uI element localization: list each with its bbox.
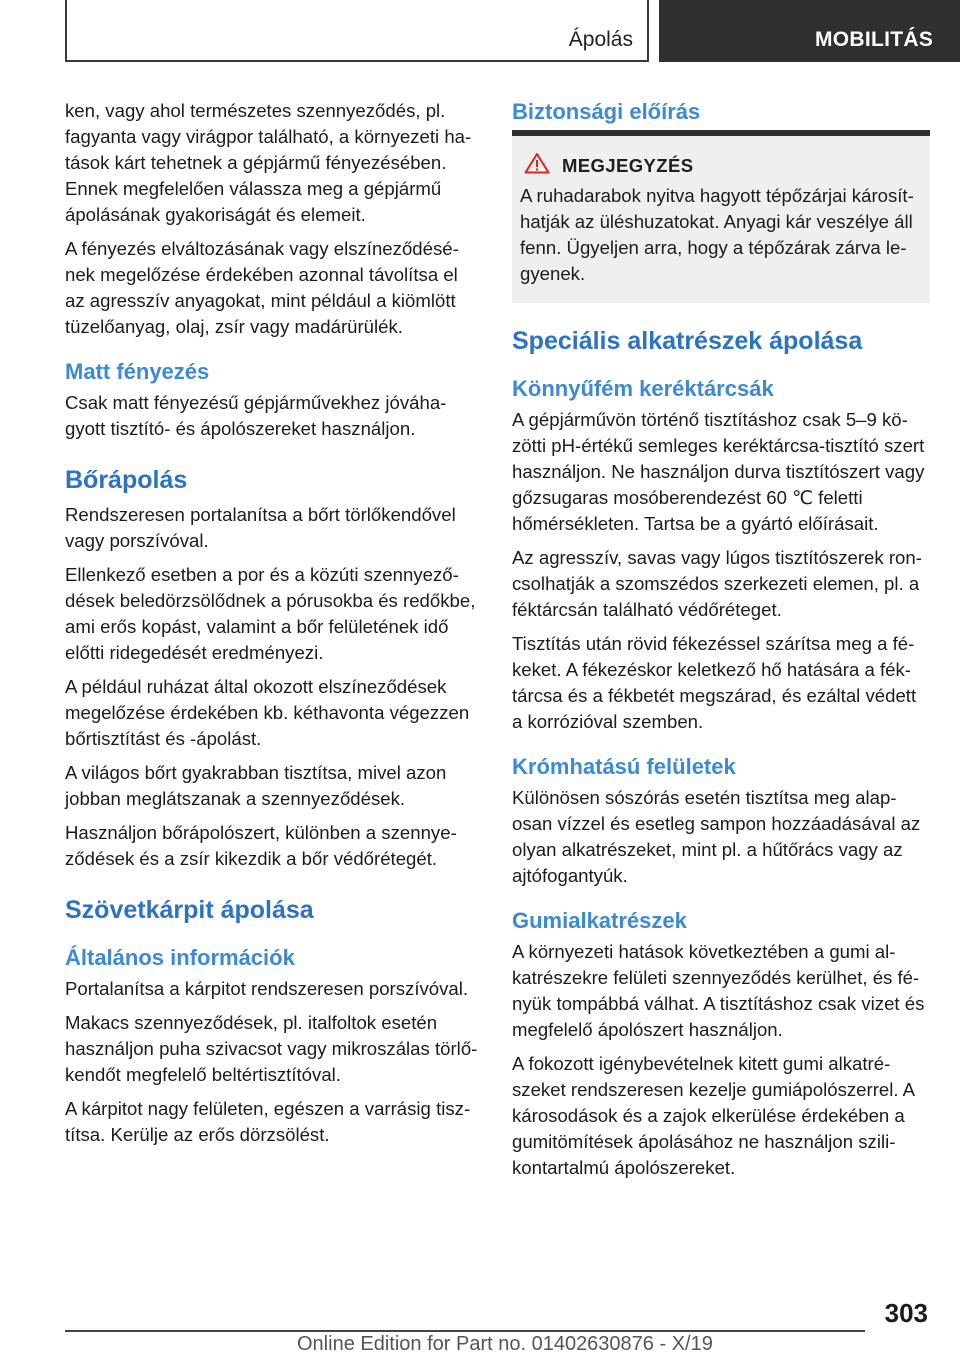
warning-triangle-icon [524, 152, 550, 179]
heading-altalanos-informaciok: Általános információk [65, 945, 295, 970]
header-chapter-title: MOBILITÁS [815, 28, 934, 51]
paragraph: Rendszeresen portalanítsa a bőrt törlőkendővel vagy porszívóval. [65, 504, 456, 551]
heading-szovetkarpit: Szövetkárpit ápolása [65, 896, 314, 924]
paragraph: Ellenkező esetben a por és a közúti szennyeződések beledörzsölődnek a pórusokba és redőkbe, ami erős kopást, valamint a bőr felületének idő előtti ridegedését eredményezi. [65, 564, 476, 663]
paragraph: A környezeti hatások következtében a gumi alkatrészekre felületi szennyeződés kerülhet, és fényük tompábbá válhat. A tisztításhoz csak vizet és megfelelő ápolószert használjon. [512, 941, 925, 1040]
paragraph: A gépjárművön történő tisztításhoz csak 5–9 közötti pH-értékű semleges keréktárcsa-tisztító szert használjon. Ne használjon durva tisztítószert vagy gőzsugaras mosóberendezést 60 ℃ feletti hőmérsékleten. Tartsa be a gyártó előírásait. [512, 409, 925, 534]
heading-konnyufem-kereketarcsak: Könnyűfém keréktárcsák [512, 376, 774, 401]
edition-note: Online Edition for Part no. 01402630876 - X/19 [297, 1333, 713, 1355]
paragraph: Tisztítás után rövid fékezéssel szárítsa meg a fékeket. A fékezéskor keletkező hő hatására a féktárcsa és a fékbetét megszárad, és ezáltal védett a korrózióval szemben. [512, 633, 917, 732]
footer-divider [65, 1330, 865, 1332]
heading-matt-fenyezes: Matt fényezés [65, 359, 210, 384]
header-chapter-box [659, 0, 960, 62]
paragraph: Különösen sószórás esetén tisztítsa meg alaposan vízzel és esetleg sampon hozzáadásával az olyan alkatrészeket, mint pl. a hűtőrács vagy az ajtófogantyúk. [512, 787, 921, 886]
note-text: A ruhadarabok nyitva hagyott tépőzárjai károsíthatják az üléshuzatokat. Anyagi kár veszélye áll fenn. Ügyeljen arra, hogy a tépőzárak zárva legyenek. [520, 185, 914, 284]
left-column [65, 98, 480, 1156]
paragraph: Az agresszív, savas vagy lúgos tisztítószerek roncsolhatják a szomszédos szerkezeti elemen, pl. a féktárcsán található védőréteget. [512, 547, 922, 620]
paragraph: Makacs szennyeződések, pl. italfoltok esetén használjon puha szivacsot vagy mikroszálas törlőkendőt megfelelő beltértisztítóval. [65, 1012, 478, 1085]
heading-gumialkatreszek: Gumialkatrészek [512, 908, 687, 933]
paragraph: Csak matt fényezésű gépjárművekhez jóváhagyott tisztító- és ápolószereket használjon. [65, 392, 447, 439]
heading-specialis-alkatreszek: Speciális alkatrészek ápolása [512, 327, 863, 355]
paragraph: A világos bőrt gyakrabban tisztítsa, mivel azon jobban meglátszanak a szennyeződések. [65, 762, 447, 809]
paragraph: ken, vagy ahol természetes szennyeződés, pl. fagyanta vagy virágpor található, a környezeti hatások kárt tehetnek a gépjármű fényezésében. Ennek megfelelően válassza meg a gépjármű ápolásának gyakoriságát és elemeit. [65, 100, 472, 225]
note-box [512, 136, 930, 303]
paragraph: A fokozott igénybevételnek kitett gumi alkatrészeket rendszeresen kezelje gumiápolószerrel. A károsodások és a zajok elkerülése érdekében a gumitömítések ápolásához ne használjon szilikontartalmú ápolószereket. [512, 1053, 915, 1178]
paragraph: A például ruházat által okozott elszíneződések megelőzése érdekében kb. kéthavonta végezzen bőrtisztítást és -ápolást. [65, 676, 470, 749]
paragraph: Használjon bőrápolószert, különben a szennyeződések és a zsír kikezdik a bőr védőrétegét. [65, 822, 457, 869]
page-number: 303 [884, 1298, 928, 1328]
heading-borapolas: Bőrápolás [65, 466, 188, 494]
note-header [524, 152, 922, 179]
header-section-box [65, 0, 649, 62]
right-column [512, 98, 930, 1189]
paragraph: A kárpitot nagy felületen, egészen a varrásig tisztítsa. Kerülje az erős dörzsölést. [65, 1098, 471, 1145]
header-section-title: Ápolás [568, 28, 633, 51]
heading-kromhatasu-feluletek: Krómhatású felületek [512, 754, 736, 779]
paragraph: A fényezés elváltozásának vagy elszíneződésének megelőzése érdekében azonnal távolítsa el az agresszív anyagokat, mint például a kiömlött tüzelőanyag, olaj, zsír vagy madárürülék. [65, 238, 459, 337]
heading-biztonsagi-eloiras: Biztonsági előírás [512, 99, 701, 124]
paragraph: Portalanítsa a kárpitot rendszeresen porszívóval. [65, 978, 469, 999]
note-label: MEGJEGYZÉS [562, 154, 694, 176]
